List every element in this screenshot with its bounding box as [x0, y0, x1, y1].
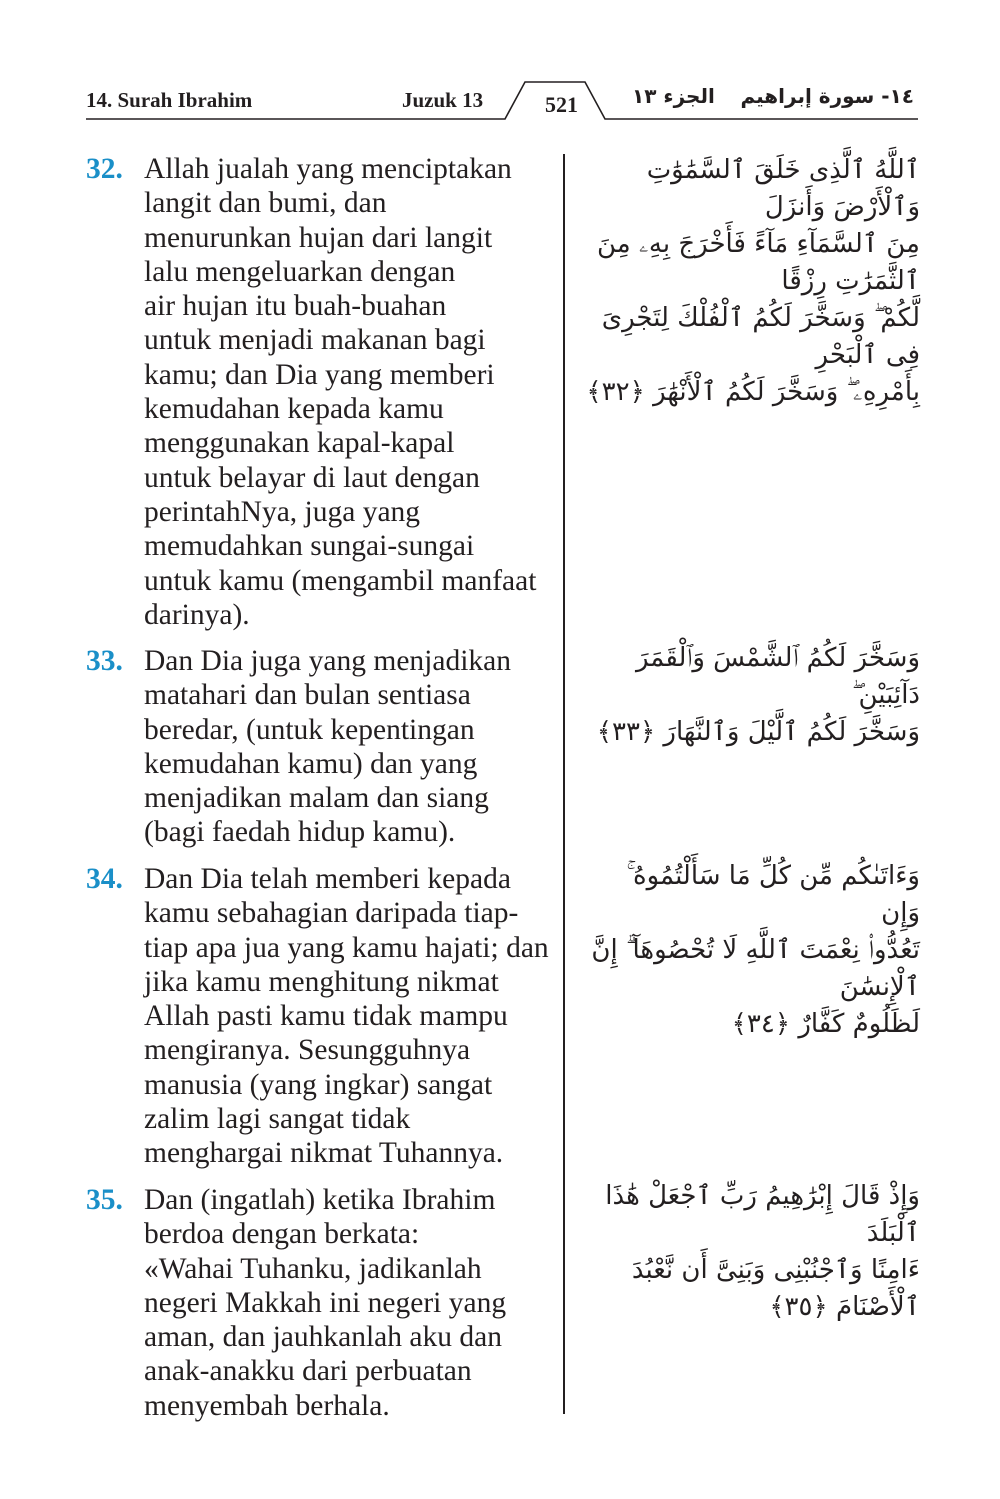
surah-title-latin: 14. Surah Ibrahim	[86, 88, 253, 112]
verse-arabic: وَءَاتَىٰكُم مِّن كُلِّ مَا سَأَلْتُمُوهُ ۚ وَإِن تَعُدُّوا۟ نِعْمَتَ ٱللَّهِ لَا تُحْصُوهَآ ۗ إِنَّ ٱلْإِنسَٰنَ لَظَلُومٌ كَفَّارٌ ﴿٣٤﴾	[591, 861, 920, 1039]
verse-text: Dan Dia telah memberi kepada kamu sebahagian daripada tiap- tiap apa jua yang kamu hajati; dan jika kamu menghitung nikmat Allah pasti kamu tidak mampu mengiranya. Sesungguhnya manusia (yang ingkar) sangat zalim lagi sangat tidak menghargai nikmat Tuhannya.	[144, 863, 549, 1170]
verse-translation	[86, 1183, 566, 1423]
juz-label-arabic: الجزء ١٣	[632, 84, 715, 108]
verse-text: Allah jualah yang menciptakan langit dan bumi, dan menurunkan hujan dari langit lalu mengeluarkan dengan air hujan itu buah-buahan untuk menjadi makanan bagi kamu; dan Dia yang memberi kemudahan kepada kamu menggunakan kapal-kapal untuk belayar di laut dengan perintahNya, juga yang memudahkan sungai-sungai untuk kamu (mengambil manfaat darinya).	[144, 153, 537, 631]
page-number: 521	[545, 92, 578, 117]
verse-number: 33.	[86, 645, 123, 677]
verse-translation	[86, 862, 566, 1171]
verse-number: 34.	[86, 863, 123, 895]
juzuk-label: Juzuk 13	[402, 88, 484, 112]
verse-arabic: ٱللَّهُ ٱلَّذِى خَلَقَ ٱلسَّمَٰوَٰتِ وَٱلْأَرْضَ وَأَنزَلَ مِنَ ٱلسَّمَآءِ مَآءً فَأَخْرَجَ بِهِۦ مِنَ ٱلثَّمَرَٰتِ رِزْقًا لَّكُمْ ۖ وَسَخَّرَ لَكُمُ ٱلْفُلْكَ لِتَجْرِىَ فِى ٱلْبَحْرِ بِأَمْرِهِۦ ۖ وَسَخَّرَ لَكُمُ ٱلْأَنْهَٰرَ ﴿٣٢﴾	[586, 155, 920, 407]
verse-arabic: وَسَخَّرَ لَكُمُ ٱلشَّمْسَ وَٱلْقَمَرَ دَآئِبَيْنِ ۖ وَسَخَّرَ لَكُمُ ٱلَّيْلَ وَٱلنَّهَارَ ﴿٣٣﴾	[596, 643, 920, 747]
surah-title-arabic: ١٤- سورة إبراهيم	[740, 84, 914, 108]
verse-translation	[86, 644, 566, 850]
page-header	[0, 0, 1000, 130]
verse-number: 35.	[86, 1184, 123, 1216]
verse-number: 32.	[86, 153, 123, 185]
verse-text: Dan Dia juga yang menjadikan matahari dan bulan sentiasa beredar, (untuk kepentingan kemudahan kamu) dan yang menjadikan malam dan siang (bagi faedah hidup kamu).	[144, 645, 511, 849]
verse-text: Dan (ingatlah) ketika Ibrahim berdoa dengan berkata: «Wahai Tuhanku, jadikanlah negeri Makkah ini negeri yang aman, dan jauhkanlah aku dan anak-anakku dari perbuatan menyembah berhala.	[144, 1184, 507, 1422]
verse-arabic: وَإِذْ قَالَ إِبْرَٰهِيمُ رَبِّ ٱجْعَلْ هَٰذَا ٱلْبَلَدَ ءَامِنًا وَٱجْنُبْنِى وَبَنِىَّ أَن نَّعْبُدَ ٱلْأَصْنَامَ ﴿٣٥﴾	[605, 1181, 920, 1322]
verse-translation	[86, 152, 566, 632]
